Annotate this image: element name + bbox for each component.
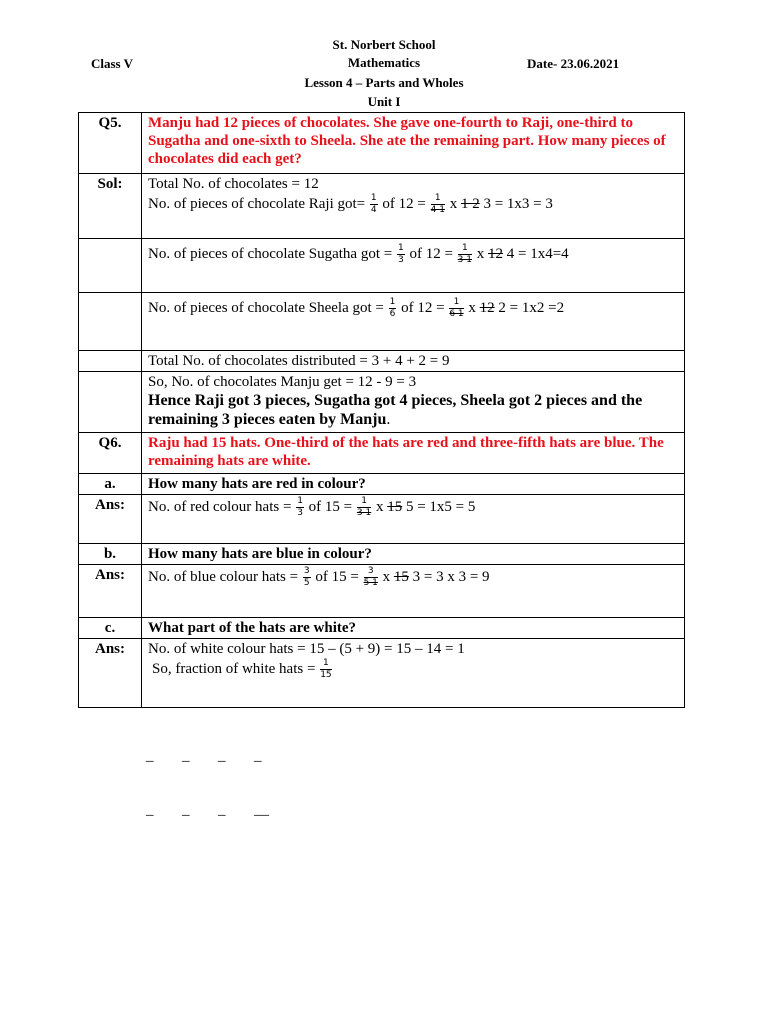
lesson-title: Lesson 4 – Parts and Wholes bbox=[304, 75, 464, 90]
q5-conclusion-cell bbox=[142, 372, 685, 433]
footer-dashes-2: _ _ _ __ bbox=[146, 802, 269, 818]
subject: Mathematics bbox=[347, 55, 421, 70]
sugatha-twelve: 12 bbox=[488, 245, 503, 262]
raji-fraction: $\frac{1}{4}$ bbox=[370, 193, 377, 215]
total-chocolates: Total No. of chocolates = 12 bbox=[148, 176, 319, 192]
manju-line: So, No. of chocolates Manju get = 12 - 9 = 3 bbox=[148, 374, 417, 390]
sheela-line: No. of pieces of chocolate Sheela got = $\frac{1}{6}$ of 12 = $\frac{1}{6 1}$ x 12 2 = 1x2 =2 bbox=[142, 293, 685, 351]
q5-conclusion-row bbox=[79, 372, 685, 433]
q5-sheela-row bbox=[79, 293, 685, 351]
q6-row bbox=[79, 433, 685, 474]
q6b-row bbox=[79, 544, 685, 565]
q6b-label: b. bbox=[79, 544, 142, 565]
q6c-question: What part of the hats are white? bbox=[142, 618, 685, 639]
sugatha-line: No. of pieces of chocolate Sugatha got = $\frac{1}{3}$ of 12 = $\frac{1}{3 1}$ x 12 4 = 1x4=4 bbox=[142, 239, 685, 293]
q5-sol-cell bbox=[142, 174, 685, 239]
raji-fraction-2: $\frac{1}{4 1}$ bbox=[430, 193, 445, 215]
q5-label: Q5. bbox=[79, 113, 142, 174]
blue-fifteen: 15 bbox=[393, 568, 409, 585]
sheela-fraction: $\frac{1}{6}$ bbox=[389, 297, 396, 319]
red-fifteen: 15 bbox=[387, 498, 403, 515]
sheela-twelve: 12 bbox=[479, 299, 495, 316]
white-hats-line: No. of white colour hats = 15 – (5 + 9) = 15 – 14 = 1 bbox=[148, 641, 465, 657]
raji-line: No. of pieces of chocolate Raji got= $\frac{1}{4}$ of 12 = $\frac{1}{4 1}$ x 1 2 3 = 1x3 = 3 bbox=[148, 193, 553, 215]
q5-sol-row bbox=[79, 174, 685, 239]
q6a-ans-row bbox=[79, 495, 685, 544]
blue-hats-line: No. of blue colour hats = $\frac{3}{5}$ of 15 = $\frac{3}{5 1}$ x 15 3 = 3 x 3 = 9 bbox=[142, 565, 685, 618]
q5-row bbox=[79, 113, 685, 174]
q6c-label: c. bbox=[79, 618, 142, 639]
q6b-question: How many hats are blue in colour? bbox=[142, 544, 685, 565]
school-name: St. Norbert School bbox=[332, 37, 436, 52]
red-fraction-2: $\frac{1}{3 1}$ bbox=[356, 496, 372, 518]
class-label: Class V bbox=[91, 56, 134, 71]
sol-label: Sol: bbox=[79, 174, 142, 239]
ans-label-a: Ans: bbox=[79, 495, 142, 544]
blue-fraction-2: $\frac{3}{5 1}$ bbox=[363, 566, 378, 588]
q6c-row bbox=[79, 618, 685, 639]
q6-label: Q6. bbox=[79, 433, 142, 474]
red-fraction: $\frac{1}{3}$ bbox=[297, 496, 303, 518]
red-hats-line: No. of red colour hats = $\frac{1}{3}$ of 15 = $\frac{1}{3 1}$ x 15 5 = 1x5 = 5 bbox=[142, 495, 685, 544]
white-fraction: $\frac{1}{15}$ bbox=[320, 658, 332, 680]
q5-distributed-row bbox=[79, 351, 685, 372]
q5-conclusion: Hence Raji got 3 pieces, Sugatha got 4 pieces, Sheela got 2 pieces and the remaining 3 pieces eaten by Manju. bbox=[148, 392, 643, 428]
q6a-question: How many hats are red in colour? bbox=[142, 474, 685, 495]
ans-label-b: Ans: bbox=[79, 565, 142, 618]
sugatha-fraction-2: $\frac{1}{3 1}$ bbox=[457, 243, 472, 265]
raji-twelve: 1 2 bbox=[460, 195, 480, 212]
q5-question: Manju had 12 pieces of chocolates. She gave one-fourth to Raji, one-third to Sugatha and one-sixth to Sheela. She ate the remaining part. How many pieces of chocolates did each get? bbox=[142, 113, 685, 174]
white-fraction-line: So, fraction of white hats = $\frac{1}{15}$ bbox=[152, 658, 332, 680]
q6-question: Raju had 15 hats. One-third of the hats are red and three-fifth hats are blue. The remaining hats are white. bbox=[142, 433, 685, 474]
ans-label-c: Ans: bbox=[79, 639, 142, 708]
q6a-row bbox=[79, 474, 685, 495]
footer-dashes-1: _ _ _ _ bbox=[146, 748, 262, 764]
distributed-line: Total No. of chocolates distributed = 3 + 4 + 2 = 9 bbox=[142, 351, 685, 372]
blue-fraction: $\frac{3}{5}$ bbox=[303, 566, 310, 588]
sugatha-fraction: $\frac{1}{3}$ bbox=[397, 243, 404, 265]
sheela-fraction-2: $\frac{1}{6 1}$ bbox=[449, 297, 464, 319]
white-hats-cell bbox=[142, 639, 685, 708]
q5-sugatha-row bbox=[79, 239, 685, 293]
q6c-ans-row bbox=[79, 639, 685, 708]
q6a-label: a. bbox=[79, 474, 142, 495]
q6b-ans-row bbox=[79, 565, 685, 618]
worksheet-table bbox=[78, 112, 685, 708]
date-label: Date- 23.06.2021 bbox=[527, 56, 620, 71]
unit-label: Unit I bbox=[367, 94, 401, 109]
